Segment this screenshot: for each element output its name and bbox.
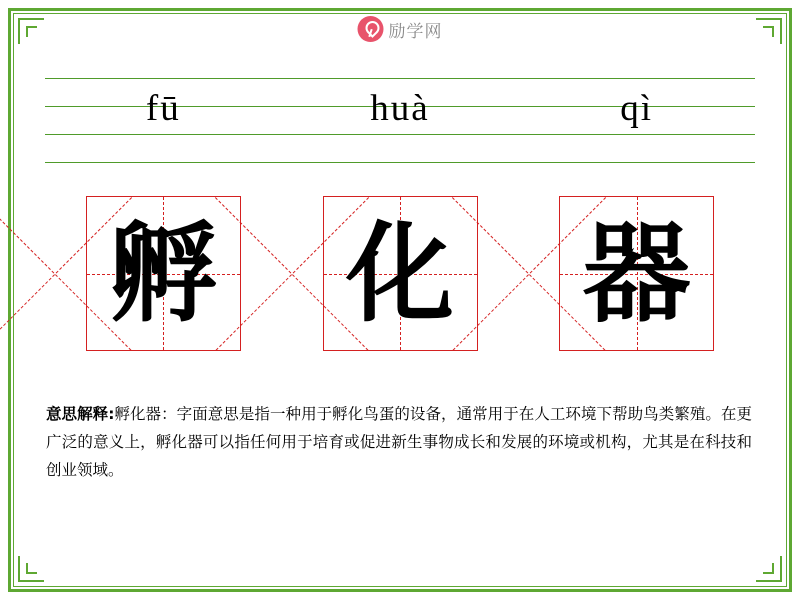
hanzi-character: 化	[345, 210, 454, 337]
pinyin-text: huà	[370, 88, 430, 129]
pinyin-staff	[45, 78, 755, 164]
explanation-paragraph	[46, 400, 752, 484]
pinyin-cell	[518, 78, 755, 164]
corner-ornament-top-left-icon	[8, 8, 54, 54]
character-cell	[282, 196, 519, 356]
hanzi-character: 器	[582, 210, 691, 337]
tianzige-box	[323, 196, 478, 351]
flame-logo-icon	[358, 16, 384, 42]
corner-ornament-bottom-right-icon	[746, 546, 792, 592]
pinyin-cell	[282, 78, 519, 164]
pinyin-row	[45, 78, 755, 164]
tianzige-box	[86, 196, 241, 351]
character-cell	[518, 196, 755, 356]
tianzige-box	[559, 196, 714, 351]
hanzi-character: 孵	[109, 210, 218, 337]
character-cell	[45, 196, 282, 356]
pinyin-text: qì	[620, 88, 654, 129]
corner-ornament-top-right-icon	[746, 8, 792, 54]
corner-ornament-bottom-left-icon	[8, 546, 54, 592]
site-logo	[358, 16, 443, 42]
pinyin-cell	[45, 78, 282, 164]
character-grid-row	[45, 196, 755, 356]
pinyin-text: fū	[145, 88, 181, 129]
site-logo-label: 励学网	[388, 21, 443, 42]
explanation-label: 意思解释:	[46, 405, 115, 423]
explanation-text: 孵化器：字面意思是指一种用于孵化鸟蛋的设备，通常用于在人工环境下帮助鸟类繁殖。在更广泛的意义上，孵化器可以指任何用于培育或促进新生事物成长和发展的环境或机构，尤其是在科技和创业领域。	[46, 405, 752, 479]
